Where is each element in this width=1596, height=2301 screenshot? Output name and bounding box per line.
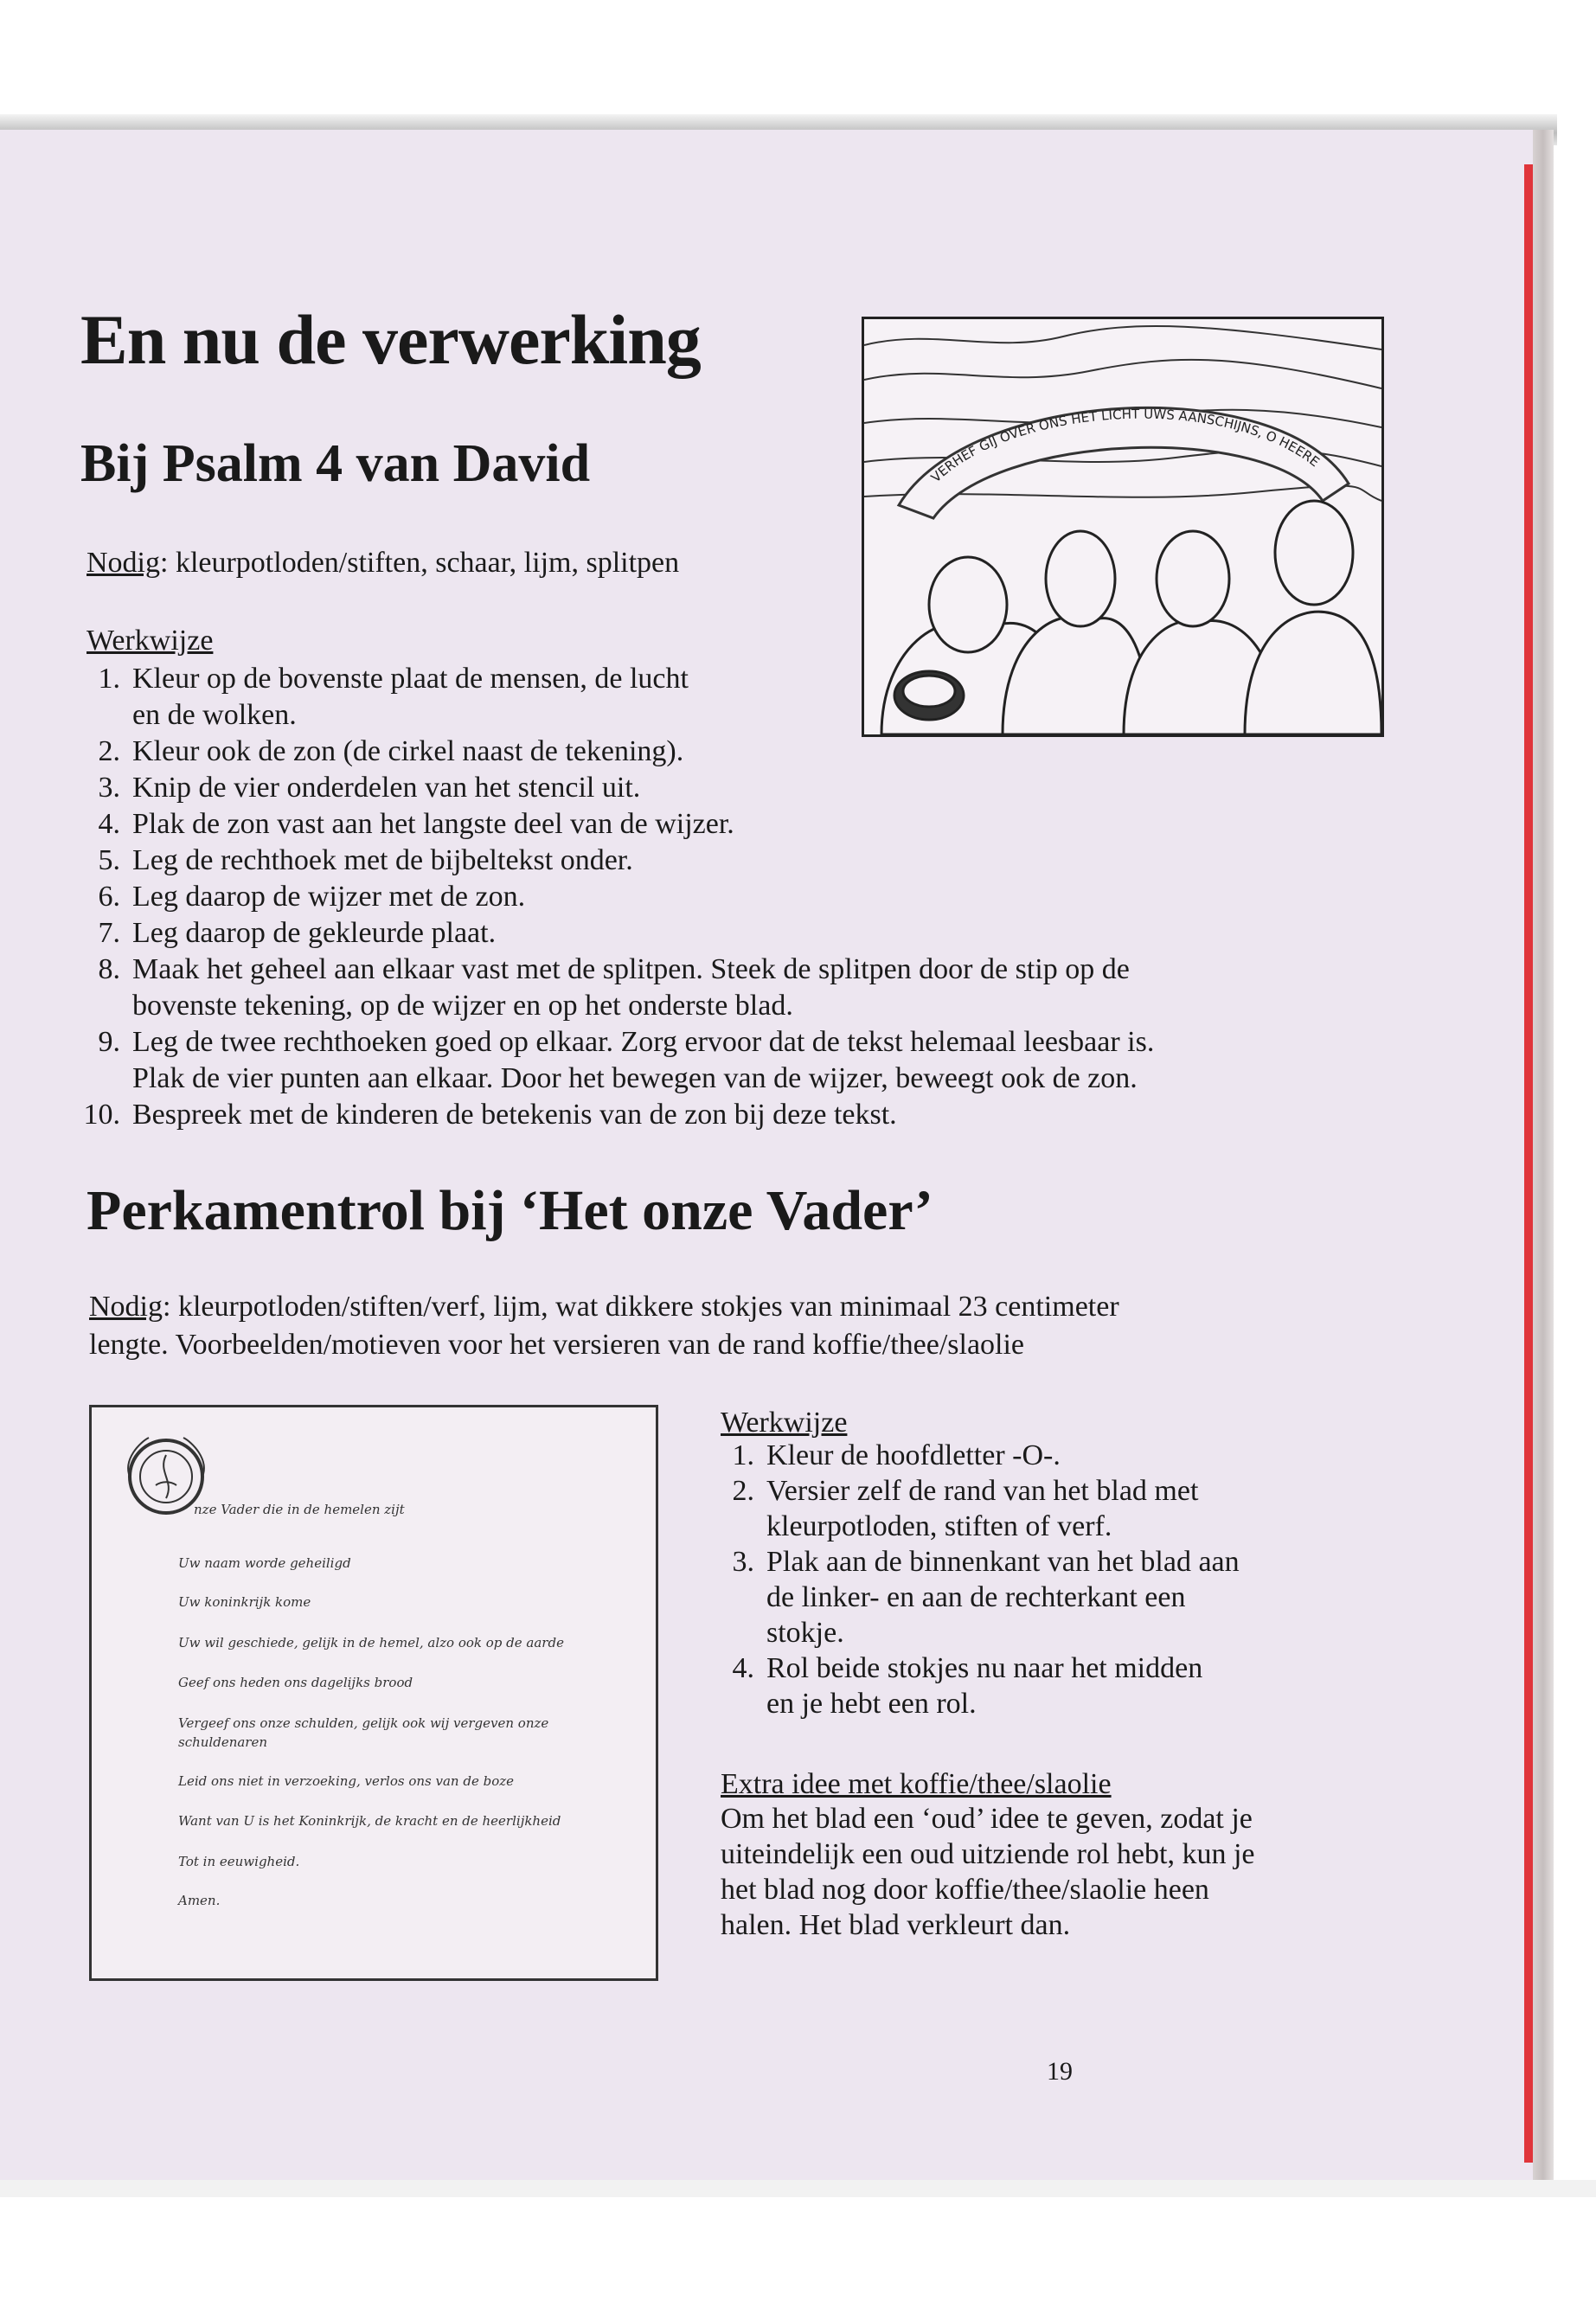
psalm-step-number: 8. (98, 953, 120, 985)
perkament-step-text: en je hebt een rol. (766, 1688, 977, 1720)
psalm-step (82, 843, 1414, 879)
psalm-step-number: 10. (83, 1099, 120, 1131)
perkament-step-text: Rol beide stokjes nu naar het midden (766, 1652, 1203, 1684)
perkament-section-title: Perkamentrol bij ‘Het onze Vader’ (87, 1179, 933, 1242)
page-bottom-edge (0, 2180, 1596, 2197)
psalm-step-text: Leg de rechthoek met de bijbeltekst onder. (132, 844, 633, 876)
prayer-line: Tot in eeuwigheid. (178, 1854, 300, 1869)
perkament-werkwijze-label: Werkwijze (721, 1407, 848, 1439)
page-number: 19 (1047, 2057, 1073, 2086)
psalm-step-text: Maak het geheel aan elkaar vast met de splitpen. Steek de splitpen door de stip op de (132, 953, 1130, 985)
extra-idee-line: Om het blad een ‘oud’ idee te geven, zodat je (721, 1803, 1253, 1835)
psalm-step-number: 2. (98, 735, 120, 767)
psalm-step-number: 7. (98, 917, 120, 949)
people-under-sun-drawing (864, 319, 1381, 734)
psalm-step (82, 879, 1414, 915)
psalm-step (82, 770, 1414, 806)
psalm-step-number: 1. (98, 663, 120, 695)
perkament-steps-list (716, 1438, 1374, 1721)
psalm-illustration (862, 317, 1384, 737)
prayer-line: schuldenaren (178, 1734, 268, 1750)
prayer-line: Uw naam worde geheiligd (178, 1555, 351, 1571)
psalm-section-title: Bij Psalm 4 van David (80, 434, 591, 493)
perkament-step-text: de linker- en aan de rechterkant een (766, 1581, 1186, 1613)
psalm-step-text: Leg daarop de wijzer met de zon. (132, 881, 526, 913)
psalm-step-number: 5. (98, 844, 120, 876)
prayer-line: Leid ons niet in verzoeking, verlos ons van de boze (178, 1773, 515, 1789)
perkament-step (716, 1438, 1374, 1473)
perkament-step-number: 2. (732, 1475, 754, 1507)
perkament-nodig-label: Nodig (89, 1291, 163, 1323)
psalm-step-text: Plak de vier punten aan elkaar. Door het bewegen van de wijzer, beweegt ook de zon. (132, 1062, 1138, 1094)
perkament-step-text: Versier zelf de rand van het blad met (766, 1475, 1199, 1507)
prayer-line: Geef ons heden ons dagelijks brood (178, 1675, 413, 1690)
perkament-nodig-line1 (89, 1287, 1119, 1326)
psalm-step (82, 952, 1414, 1024)
psalm-werkwijze-label: Werkwijze (87, 625, 214, 657)
perkament-nodig-line2: lengte. Voorbeelden/motieven voor het versieren van de rand koffie/thee/slaolie (89, 1329, 1025, 1361)
psalm-step (82, 734, 1414, 770)
psalm-step-text: Kleur ook de zon (de cirkel naast de tekening). (132, 735, 684, 767)
psalm-step-number: 3. (98, 772, 120, 804)
psalm-step-text: Leg daarop de gekleurde plaat. (132, 917, 497, 949)
psalm-nodig-label: Nodig (87, 547, 160, 579)
perkament-step-number: 3. (732, 1546, 754, 1578)
extra-idee-line: het blad nog door koffie/thee/slaolie heen (721, 1874, 1209, 1906)
page-heading: En nu de verwerking (80, 300, 701, 379)
onze-vader-parchment (89, 1405, 658, 1981)
perkament-step-text: stokje. (766, 1617, 844, 1649)
psalm-step (82, 1097, 1414, 1133)
prayer-line: Uw koninkrijk kome (178, 1594, 311, 1610)
extra-idee-line: halen. Het blad verkleurt dan. (721, 1909, 1071, 1941)
psalm-step (82, 915, 1414, 952)
psalm-step-number: 9. (98, 1026, 120, 1058)
perkament-step-number: 4. (732, 1652, 754, 1684)
perkament-step-number: 1. (732, 1439, 754, 1471)
perkament-step (716, 1544, 1374, 1650)
perkament-step (716, 1473, 1374, 1544)
psalm-step-text: Plak de zon vast aan het langste deel van de wijzer. (132, 808, 734, 840)
perkament-step (716, 1650, 1374, 1721)
perkament-nodig-text: : kleurpotloden/stiften/verf, lijm, wat dikkere stokjes van minimaal 23 centimeter (163, 1291, 1119, 1323)
perkament-step-text: kleurpotloden, stiften of verf. (766, 1510, 1112, 1542)
extra-idee-label: Extra idee met koffie/thee/slaolie (721, 1768, 1112, 1800)
book-cover-edge (1533, 130, 1554, 2189)
prayer-line: Uw wil geschiede, gelijk in de hemel, alzo ook op de aarde (178, 1635, 564, 1650)
psalm-nodig (87, 543, 679, 582)
psalm-step-text: en de wolken. (132, 699, 297, 731)
prayer-line: Vergeef ons onze schulden, gelijk ook wij vergeven onze (178, 1715, 549, 1731)
perkament-step-text: Plak aan de binnenkant van het blad aan (766, 1546, 1240, 1578)
extra-idee-line: uiteindelijk een oud uitziende rol hebt, kun je (721, 1838, 1255, 1870)
prayer-line: nze Vader die in de hemelen zijt (194, 1502, 405, 1517)
perkament-step-text: Kleur de hoofdletter -O-. (766, 1439, 1061, 1471)
psalm-step-number: 4. (98, 808, 120, 840)
illustration-bible-text-path: VERHEF GIJ OVER ONS HET LICHT UWS AANSCHIJNS, O HEERE (927, 406, 1323, 486)
psalm-step-text: bovenste tekening, op de wijzer en op het onderste blad. (132, 990, 793, 1022)
prayer-line: Amen. (178, 1893, 221, 1908)
extra-idee-text (721, 1801, 1361, 1943)
book-spine-edge (1524, 164, 1533, 2163)
psalm-step-text: Bespreek met de kinderen de betekenis van de zon bij deze tekst. (132, 1099, 897, 1131)
psalm-step-text: Kleur op de bovenste plaat de mensen, de lucht (132, 663, 689, 695)
psalm-step-text: Leg de twee rechthoeken goed op elkaar. Zorg ervoor dat de tekst helemaal leesbaar is. (132, 1026, 1155, 1058)
psalm-step (82, 1024, 1414, 1097)
psalm-step-text: Knip de vier onderdelen van het stencil uit. (132, 772, 641, 804)
psalm-step-number: 6. (98, 881, 120, 913)
psalm-step (82, 806, 1414, 843)
psalm-nodig-text: : kleurpotloden/stiften, schaar, lijm, splitpen (160, 547, 680, 579)
prayer-line: Want van U is het Koninkrijk, de kracht en de heerlijkheid (178, 1813, 561, 1829)
